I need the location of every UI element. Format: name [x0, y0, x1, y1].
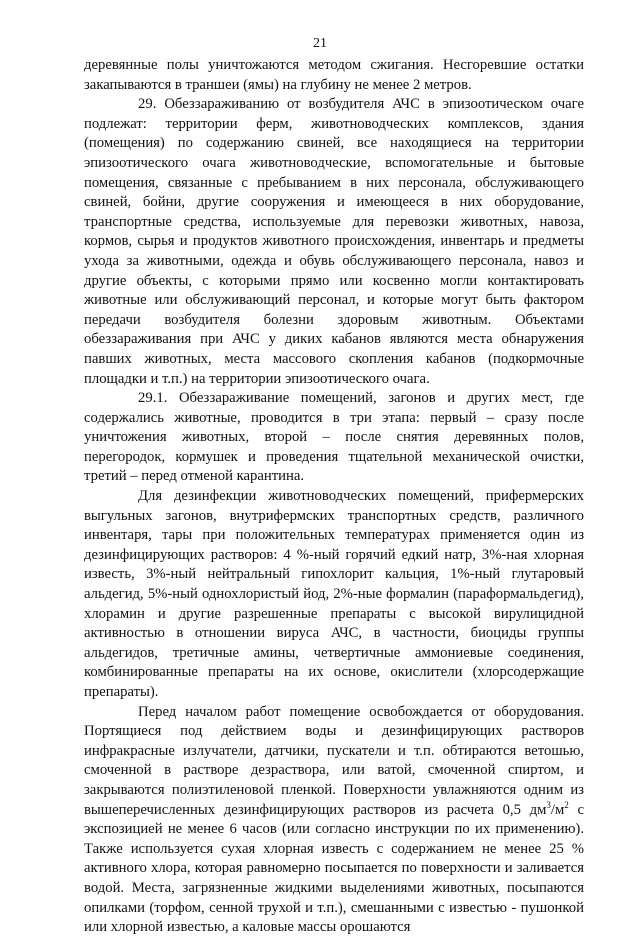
paragraph-29-1: 29.1. Обеззараживание помещений, загонов и других мест, где содержались животные, проводится в три этапа: первый – сразу после уничтожения животных, второй – после снятия деревянных полов, перегородок, кормушек и проведения тщательной механической очистки, третий – перед отменой карантина. — [84, 390, 584, 485]
paragraph-preparation-text-end: с экспозицией не менее 6 часов (или согласно инструкции по их применению). Также используется сухая хлорная известь с содержанием не менее 25 % активного хлора, которая равномерно посыпается по поверхности и заливается водой. Места, загрязненные жидкими выделениями животных, посыпаются опилками (торфом, сенной трухой и т.п.), смешанными с известью - пушонкой или хлорной известью, а каловые массы орошаются — [84, 801, 584, 936]
document-body — [84, 56, 584, 938]
page-number: 21 — [313, 36, 327, 51]
superscript-cubic: 3 — [546, 799, 551, 810]
paragraph-continuation: деревянные полы уничтожаются методом сжигания. Несгоревшие остатки закапываются в траншеи (ямы) на глубину не менее 2 метров. — [84, 57, 584, 93]
paragraph-29: 29. Обеззараживанию от возбудителя АЧС в эпизоотическом очаге подлежат: территории ферм, животноводческих комплексов, здания (помещения) по содержанию свиней, все находящиеся на территории эпизоотического очага животноводческие, вспомогательные и бытовые помещения, связанные с пребыванием в них персонала, обслуживающего свиней, бойни, другие сооружения и имеющееся в них оборудование, транспортные средства, используемые для перевозки животных, навоза, кормов, сырья и продуктов животного происхождения, инвентарь и предметы ухода за животными, одежда и обувь обслуживающего персонала, навоз и другие объекты, с которыми прямо или косвенно могли контактировать животные или обслуживающий персонал, и которые могут быть фактором передачи возбудителя болезни здоровым животным. Объектами обеззараживания при АЧС у диких кабанов являются места обнаружения павших животных, места массового скопления кабанов (подкормочные площадки и т.п.) на территории эпизоотического очага. — [84, 96, 584, 387]
paragraph-preparation-unit: /м — [550, 801, 565, 818]
superscript-square: 2 — [564, 799, 569, 810]
paragraph-preparation — [84, 703, 584, 938]
paragraph-disinfection: Для дезинфекции животноводческих помещений, прифермерских выгульных загонов, внутрифермских транспортных средств, различного инвентаря, тары при положительных температурах применяется один из дезинфицирующих растворов: 4 %-ный горячий едкий натр, 3%-ная хлорная известь, 3%-ный нейтральный гипохлорит кальция, 1%-ный глутаровый альдегид, 5%-ный однохлористый йод, 2%-ные формалин (параформальдегид), хлорамин и другие разрешенные препараты с высокой вирулицидной активностью в отношении вируса АЧС, в частности, биоциды группы альдегидов, третичные амины, четвертичные аммониевые соединения, комбинированные препараты на их основе, окислители (хлорсодержащие препараты). — [84, 488, 584, 700]
paragraph-preparation-text-start: Перед началом работ помещение освобождается от оборудования. Портящиеся под действием воды и дезинфицирующих растворов инфракрасные излучатели, датчики, пускатели и т.п. обтираются ветошью, смоченной в растворе дезраствора, или ватой, смоченной спиртом, и закрываются полиэтиленовой пленкой. Поверхности увлажняются одним из вышеперечисленных дезинфицирующих растворов из расчета 0,5 дм — [84, 703, 584, 818]
